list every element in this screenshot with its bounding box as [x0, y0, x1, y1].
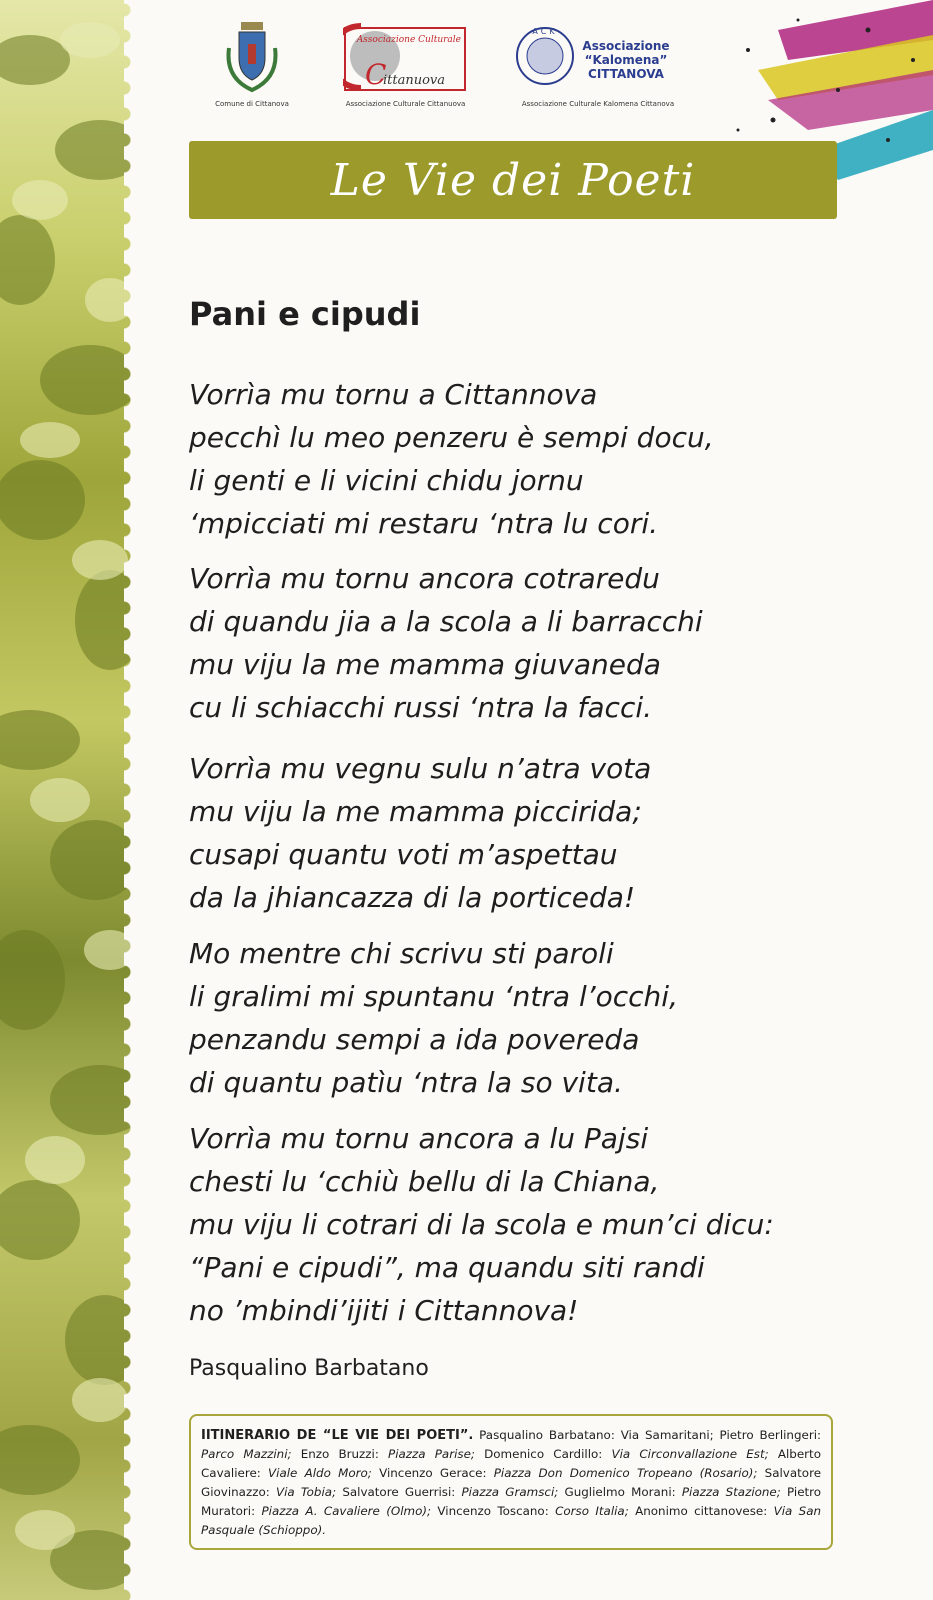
poem-line: li genti e li vicini chidu jornu	[189, 464, 584, 497]
poem-line: li gralimi mi spuntanu ‘ntra l’occhi,	[189, 980, 678, 1013]
itinerary-entries	[201, 1428, 821, 1537]
poem-line: “Pani e cipudi”, ma quandu siti randi	[189, 1251, 705, 1284]
assoc-mark-top: Associazione Culturale	[356, 35, 461, 45]
kalomena-mark	[513, 18, 683, 96]
kalomena-line-2: “Kalomena”	[584, 53, 668, 67]
itinerary-place: Via Samaritani;	[620, 1428, 714, 1442]
kalomena-line-3: CITTANOVA	[588, 67, 664, 81]
itinerary-poet: Domenico Cardillo:	[484, 1447, 612, 1461]
banner-title: Le Vie dei Poeti	[330, 154, 696, 206]
itinerary-place: Piazza Don Domenico Tropeano (Rosario);	[493, 1466, 758, 1480]
assoc-mark-bottom: ittanuova	[383, 73, 446, 88]
itinerary-place: Via San Pasquale (Schioppo).	[201, 1504, 822, 1537]
itinerary-place: Piazza Stazione;	[681, 1485, 781, 1499]
poem-line: cu li schiacchi russi ‘ntra la facci.	[189, 691, 653, 724]
foliage-pattern	[0, 0, 142, 1600]
itinerary-place: Via Tobia;	[275, 1485, 337, 1499]
itinerary-poet: Pasqualino Barbatano:	[479, 1428, 621, 1442]
poem-line: chesti lu ‘cchiù bellu di la Chiana,	[189, 1165, 660, 1198]
poem-line: Vorrìa mu tornu a Cittannova	[189, 378, 598, 411]
coat-of-arms-icon	[215, 18, 289, 96]
poem-line: Vorrìa mu tornu ancora a lu Pajsi	[189, 1122, 649, 1155]
poem-line: ‘mpicciati mi restaru ‘ntra lu cori.	[189, 507, 659, 540]
comune-logo	[215, 18, 289, 108]
comune-caption: Comune di Cittanova	[215, 100, 289, 108]
poem-line: mu viju la me mamma giuvaneda	[189, 648, 661, 681]
itinerary-place: Via Circonvallazione Est;	[611, 1447, 769, 1461]
poem-line: Vorrìa mu tornu ancora cotraredu	[189, 562, 660, 595]
poem-line: di quandu jia a la scola a li barracchi	[189, 605, 703, 638]
assoc-caption: Associazione Culturale Cittanuova	[345, 100, 466, 108]
poem-line: penzandu sempi a ida povereda	[189, 1023, 640, 1056]
stanza-1	[189, 373, 909, 545]
poem-line: Mo mentre chi scrivu sti paroli	[189, 937, 614, 970]
poem-line: da la jhiancazza di la porticeda!	[189, 881, 636, 914]
title-banner	[189, 141, 837, 219]
stanza-5	[189, 1117, 909, 1332]
poem-line: Vorrìa mu vegnu sulu n’atra vota	[189, 752, 652, 785]
poem-line: pecchì lu meo penzeru è sempi docu,	[189, 421, 714, 454]
itinerary-poet: Pietro Berlingeri:	[719, 1428, 822, 1442]
itinerary-place: Viale Aldo Moro;	[268, 1466, 372, 1480]
poem-line: no ’mbindi’ijiti i Cittannova!	[189, 1294, 579, 1327]
itinerary-poet: Salvatore Guerrisi:	[342, 1485, 462, 1499]
itinerary-poet: Enzo Bruzzi:	[300, 1447, 389, 1461]
sponsor-logos	[200, 18, 700, 118]
stanza-3	[189, 747, 909, 919]
itinerary-place: Parco Mazzini;	[201, 1447, 292, 1461]
poem-line: cusapi quantu voti m’aspettau	[189, 838, 618, 871]
associazione-culturale-mark	[343, 18, 468, 96]
stanza-2	[189, 557, 909, 729]
itinerary-box	[189, 1414, 833, 1550]
itinerary-poet: Pietro Muratori:	[201, 1485, 822, 1518]
itinerary-place: Piazza A. Cavaliere (Olmo);	[261, 1504, 432, 1518]
itinerary-poet: Alberto Cavaliere:	[201, 1447, 821, 1480]
associazione-culturale-logo	[343, 18, 468, 108]
itinerary-poet: Salvatore Giovinazzo:	[201, 1466, 822, 1499]
poem-line: mu viju la me mamma piccirida;	[189, 795, 642, 828]
itinerary-poet: Anonimo cittanovese:	[635, 1504, 774, 1518]
poem-author: Pasqualino Barbatano	[189, 1356, 429, 1381]
kalomena-caption: Associazione Culturale Kalomena Cittanova	[521, 100, 675, 108]
itinerary-place: Piazza Gramsci;	[461, 1485, 559, 1499]
assoc-mark-initial: C	[365, 58, 387, 91]
poem-title: Pani e cipudi	[189, 295, 421, 333]
itinerary-poet: Guglielmo Morani:	[564, 1485, 682, 1499]
kalomena-logo	[513, 18, 683, 108]
itinerary-poet: Vincenzo Toscano:	[437, 1504, 556, 1518]
itinerary-poet: Vincenzo Gerace:	[379, 1466, 494, 1480]
kalomena-line-1: Associazione	[582, 39, 670, 53]
decorative-foliage-strip	[0, 0, 142, 1600]
kalomena-letters: ACK	[532, 27, 558, 36]
poem-line: di quantu patìu ‘ntra la so vita.	[189, 1066, 623, 1099]
itinerary-heading: IITINERARIO DE “LE VIE DEI POETI”.	[201, 1428, 474, 1443]
poem-line: mu viju li cotrari di la scola e mun’ci dicu:	[189, 1208, 774, 1241]
itinerary-place: Piazza Parise;	[388, 1447, 475, 1461]
itinerary-place: Corso Italia;	[555, 1504, 629, 1518]
torn-edge	[124, 0, 142, 1600]
stanza-4	[189, 932, 909, 1104]
